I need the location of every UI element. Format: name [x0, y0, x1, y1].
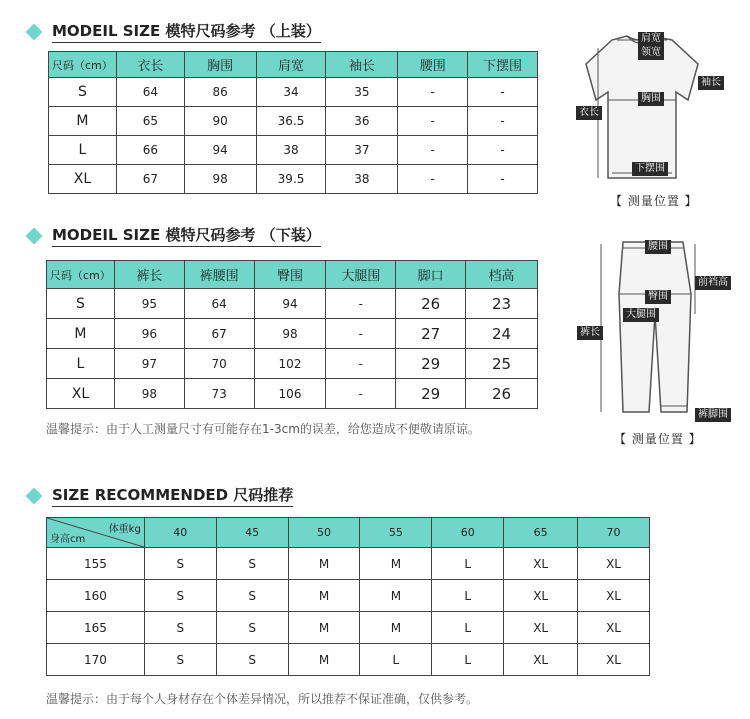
height-label: 身高cm — [50, 534, 86, 545]
table-cell: 26 — [466, 379, 538, 409]
table-cell: M — [360, 580, 432, 612]
table-cell: XL — [578, 644, 650, 676]
top-size-table — [48, 51, 538, 194]
table-header: 50 — [288, 518, 360, 548]
hip-tag: 臀围 — [645, 290, 671, 304]
table-cell: 38 — [256, 136, 326, 165]
diamond-icon — [26, 227, 43, 244]
table-cell: L — [432, 644, 504, 676]
length-tag: 衣长 — [576, 106, 602, 120]
table-cell: 86 — [184, 78, 256, 107]
table-cell: S — [216, 612, 288, 644]
table-cell: L — [49, 136, 117, 165]
table-cell: S — [144, 580, 216, 612]
table-cell: - — [326, 289, 396, 319]
bottom-section-title — [28, 224, 321, 247]
table-cell: 65 — [116, 107, 184, 136]
table-cell: L — [360, 644, 432, 676]
table-cell: XL — [47, 379, 115, 409]
table-cell: XL — [578, 612, 650, 644]
diamond-icon — [26, 23, 43, 40]
table-cell: L — [432, 612, 504, 644]
table-cell: 24 — [466, 319, 538, 349]
table-row — [49, 107, 538, 136]
table-cell: 97 — [114, 349, 184, 379]
table-cell: 96 — [114, 319, 184, 349]
table-cell: - — [468, 78, 538, 107]
table-cell: 29 — [396, 349, 466, 379]
table-cell: 64 — [116, 78, 184, 107]
table-cell: 94 — [254, 289, 326, 319]
table-header: 脚口 — [396, 261, 466, 289]
hem-tag: 下摆围 — [632, 162, 668, 176]
table-cell: - — [468, 165, 538, 194]
table-header: 70 — [578, 518, 650, 548]
table-cell: - — [326, 379, 396, 409]
table-cell: S — [216, 548, 288, 580]
table-cell: - — [398, 78, 468, 107]
table-cell: 23 — [466, 289, 538, 319]
table-cell: 106 — [254, 379, 326, 409]
table-row — [47, 580, 650, 612]
table-cell: 66 — [116, 136, 184, 165]
table-cell: L — [47, 349, 115, 379]
table-cell: - — [468, 136, 538, 165]
table-cell: 170 — [47, 644, 145, 676]
table-cell: 67 — [116, 165, 184, 194]
chest-tag: 胸围 — [638, 92, 664, 106]
table-cell: L — [432, 548, 504, 580]
table-cell: 35 — [326, 78, 398, 107]
table-header: 尺码（cm） — [47, 261, 115, 289]
table-cell: M — [360, 548, 432, 580]
table-cell: 26 — [396, 289, 466, 319]
bottom-title-text: MODEIL SIZE 模特尺码参考 （下装） — [52, 224, 321, 247]
bottom-note: 温馨提示：由于人工测量尺寸有可能存在1-3cm的误差，给您造成不便敬请原谅。 — [46, 422, 480, 436]
table-header: 肩宽 — [256, 52, 326, 78]
table-cell: - — [468, 107, 538, 136]
shoulder-tag: 肩宽 — [638, 32, 664, 46]
table-header: 40 — [144, 518, 216, 548]
table-cell: - — [398, 136, 468, 165]
table-cell: 64 — [184, 289, 254, 319]
table-cell: M — [288, 612, 360, 644]
table-cell: 25 — [466, 349, 538, 379]
table-header: 大腿围 — [326, 261, 396, 289]
table-row — [49, 78, 538, 107]
table-cell: 98 — [114, 379, 184, 409]
table-cell: - — [326, 319, 396, 349]
table-cell: 29 — [396, 379, 466, 409]
waist-tag: 腰围 — [645, 240, 671, 254]
table-cell: - — [326, 349, 396, 379]
table-cell: 37 — [326, 136, 398, 165]
sleeve-tag: 袖长 — [698, 76, 724, 90]
table-cell: 39.5 — [256, 165, 326, 194]
table-cell: 34 — [256, 78, 326, 107]
pants-diagram — [575, 234, 735, 426]
table-header: 65 — [504, 518, 578, 548]
table-cell: XL — [504, 644, 578, 676]
leg-opening-tag: 裤脚围 — [695, 408, 731, 422]
table-cell: S — [144, 612, 216, 644]
table-cell: S — [47, 289, 115, 319]
table-cell: XL — [504, 548, 578, 580]
shirt-caption: 【 测量位置 】 — [610, 194, 698, 208]
table-cell: 98 — [254, 319, 326, 349]
table-header: 下摆围 — [468, 52, 538, 78]
table-cell: M — [288, 644, 360, 676]
table-row — [49, 136, 538, 165]
recommend-table — [46, 517, 650, 676]
table-header: 裤长 — [114, 261, 184, 289]
table-cell: XL — [578, 580, 650, 612]
table-cell: S — [144, 644, 216, 676]
table-cell: 27 — [396, 319, 466, 349]
table-header: 尺码（cm） — [49, 52, 117, 78]
table-header: 档高 — [466, 261, 538, 289]
table-cell: 73 — [184, 379, 254, 409]
table-row — [47, 289, 538, 319]
table-cell: L — [432, 580, 504, 612]
table-cell: 36.5 — [256, 107, 326, 136]
table-cell: 67 — [184, 319, 254, 349]
table-row — [49, 165, 538, 194]
table-header: 衣长 — [116, 52, 184, 78]
thigh-tag: 大腿围 — [623, 308, 659, 322]
table-header: 裤腰围 — [184, 261, 254, 289]
table-cell: 38 — [326, 165, 398, 194]
table-cell: M — [288, 548, 360, 580]
table-cell: 94 — [184, 136, 256, 165]
table-row — [47, 548, 650, 580]
table-cell: S — [216, 644, 288, 676]
table-header: 腰围 — [398, 52, 468, 78]
table-header: 胸围 — [184, 52, 256, 78]
top-title-text: MODEIL SIZE 模特尺码参考 （上装） — [52, 20, 321, 43]
table-cell: XL — [504, 580, 578, 612]
table-cell: M — [288, 580, 360, 612]
pants-caption: 【 测量位置 】 — [614, 432, 702, 446]
table-cell: - — [398, 165, 468, 194]
recommend-note: 温馨提示：由于每个人身材存在个体差异情况，所以推荐不保证准确，仅供参考。 — [46, 692, 479, 706]
table-cell: S — [49, 78, 117, 107]
table-row — [47, 349, 538, 379]
table-cell: 36 — [326, 107, 398, 136]
table-header: 袖长 — [326, 52, 398, 78]
table-cell: M — [49, 107, 117, 136]
weight-label: 体重kg — [108, 524, 141, 535]
recommend-corner-header — [47, 518, 145, 548]
bottom-size-table — [46, 260, 538, 409]
table-cell: M — [47, 319, 115, 349]
front-rise-tag: 前裆高 — [695, 276, 731, 290]
table-cell: 70 — [184, 349, 254, 379]
table-row — [47, 644, 650, 676]
table-cell: S — [144, 548, 216, 580]
table-cell: XL — [49, 165, 117, 194]
table-cell: XL — [504, 612, 578, 644]
table-cell: XL — [578, 548, 650, 580]
table-cell: 102 — [254, 349, 326, 379]
table-cell: 155 — [47, 548, 145, 580]
shirt-diagram — [572, 28, 722, 188]
table-row — [47, 612, 650, 644]
collar-tag: 领宽 — [638, 46, 664, 60]
table-header: 55 — [360, 518, 432, 548]
table-cell: M — [360, 612, 432, 644]
table-cell: S — [216, 580, 288, 612]
diamond-icon — [26, 487, 43, 504]
recommend-title-text: SIZE RECOMMENDED 尺码推荐 — [52, 484, 293, 507]
top-section-title — [28, 20, 321, 43]
table-header: 45 — [216, 518, 288, 548]
table-cell: 90 — [184, 107, 256, 136]
table-cell: 95 — [114, 289, 184, 319]
table-header: 60 — [432, 518, 504, 548]
table-cell: 160 — [47, 580, 145, 612]
table-cell: 165 — [47, 612, 145, 644]
table-row — [47, 379, 538, 409]
table-cell: - — [398, 107, 468, 136]
table-cell: 98 — [184, 165, 256, 194]
pants-length-tag: 裤长 — [577, 326, 603, 340]
table-row — [47, 319, 538, 349]
table-header: 臀围 — [254, 261, 326, 289]
recommend-section-title — [28, 484, 293, 507]
